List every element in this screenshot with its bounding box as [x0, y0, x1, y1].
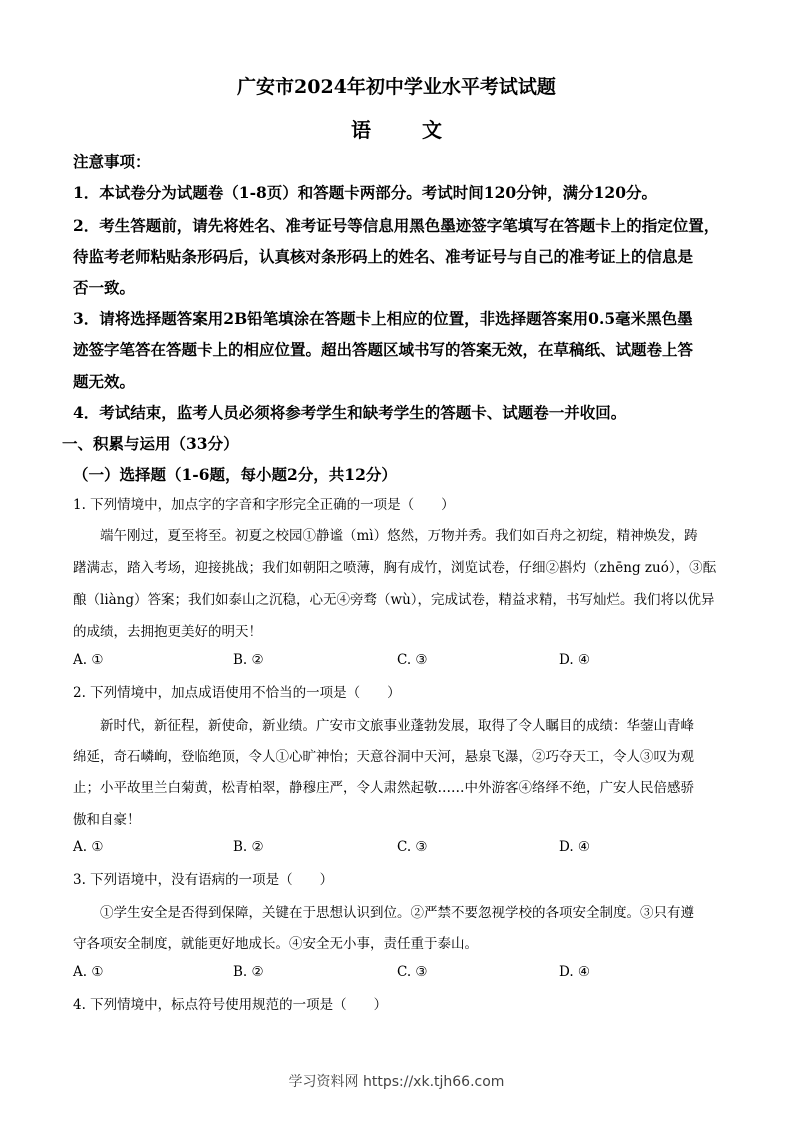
note-line: 迹签字笔答在答题卡上的相应位置。超出答题区域书写的答案无效，在草稿纸、试题卷上答	[73, 340, 694, 359]
question-1-option-b: B. ②	[233, 652, 264, 668]
question-2-stem: 2. 下列情境中，加点成语使用不恰当的一项是（ ）	[73, 685, 401, 701]
question-2-option-d: D. ④	[559, 839, 591, 855]
note-line: 4．考试结束，监考人员必须将参考学生和缺考学生的答题卡、试题卷一并收回。	[73, 403, 627, 422]
question-2-passage-line: 傲和自豪！	[73, 812, 141, 828]
question-2-option-b: B. ②	[233, 839, 264, 855]
question-2-option-c: C. ③	[397, 839, 428, 855]
question-3-option-d: D. ④	[559, 964, 591, 980]
question-3-passage-line: 守各项安全制度，就能更好地成长。④安全无小事，责任重于泰山。	[73, 936, 478, 952]
question-2-passage-line: 绵延，奇石嶙峋，登临绝顶，令人①心旷神怡；天意谷洞中天河，悬泉飞瀑，②巧夺天工，令人③叹为观	[73, 749, 694, 765]
question-1-option-c: C. ③	[397, 652, 428, 668]
section-heading: 一、积累与运用（33分）	[62, 434, 239, 453]
question-3-stem: 3. 下列语境中，没有语病的一项是（ ）	[73, 872, 334, 888]
note-line: 1．本试卷分为试题卷（1-8页）和答题卡两部分。考试时间120分钟，满分120分。	[73, 183, 657, 202]
subject-title: 语 文	[351, 118, 464, 142]
question-1-option-a: A. ①	[73, 652, 104, 668]
note-line: 2．考生答题前，请先将姓名、准考证号等信息用黑色墨迹签字笔填写在答题卡上的指定位置，	[73, 216, 720, 235]
notes-heading: 注意事项：	[73, 152, 151, 171]
question-1-passage-line: 躇满志，踏入考场，迎接挑战；我们如朝阳之喷薄，胸有成竹，浏览试卷，仔细②斟灼（zhēng zuó），③酝	[73, 560, 717, 576]
question-1-stem: 1. 下列情境中，加点字的字音和字形完全正确的一项是（ ）	[73, 497, 455, 513]
question-2-passage-line: 止；小平故里兰白菊黄，松青柏翠，静穆庄严，令人肃然起敬……中外游客④络绎不绝，广安人民倍感骄	[73, 780, 694, 796]
page-title: 广安市2024年初中学业水平考试试题	[237, 76, 556, 98]
question-2-option-a: A. ①	[73, 839, 104, 855]
question-3-option-c: C. ③	[397, 964, 428, 980]
note-line: 否一致。	[73, 278, 136, 297]
note-line: 3．请将选择题答案用2B铅笔填涂在答题卡上相应的位置，非选择题答案用0.5毫米黑色墨	[73, 309, 693, 328]
question-1-option-d: D. ④	[559, 652, 591, 668]
question-4-stem: 4. 下列情境中，标点符号使用规范的一项是（ ）	[73, 997, 388, 1013]
question-2-passage-line: 新时代，新征程，新使命，新业绩。广安市文旅事业蓬勃发展，取得了令人瞩目的成绩：华蓥山青峰	[73, 718, 694, 734]
section-subheading: （一）选择题（1-6题，每小题2分，共12分）	[73, 465, 397, 484]
question-3-option-b: B. ②	[233, 964, 264, 980]
question-1-passage-line: 的成绩，去拥抱更美好的明天！	[73, 624, 262, 640]
question-3-option-a: A. ①	[73, 964, 104, 980]
note-line: 待监考老师粘贴条形码后，认真核对条形码上的姓名、准考证号与自己的准考证上的信息是	[73, 247, 694, 266]
footer-link[interactable]: 学习资料网 https://xk.tjh66.com	[288, 1074, 505, 1090]
question-1-passage-line: 酿（liàng）答案；我们如泰山之沉稳，心无④旁骛（wù），完成试卷，精益求精，书写灿烂。我们将以优异	[73, 592, 715, 608]
question-1-passage-line: 端午刚过，夏至将至。初夏之校园①静谧（mì）悠然，万物并秀。我们如百舟之初绽，精神焕发，踌	[73, 528, 698, 544]
question-3-passage-line: ①学生安全是否得到保障，关键在于思想认识到位。②严禁不要忽视学校的各项安全制度。③只有遵	[73, 905, 694, 921]
note-line: 题无效。	[73, 372, 136, 391]
